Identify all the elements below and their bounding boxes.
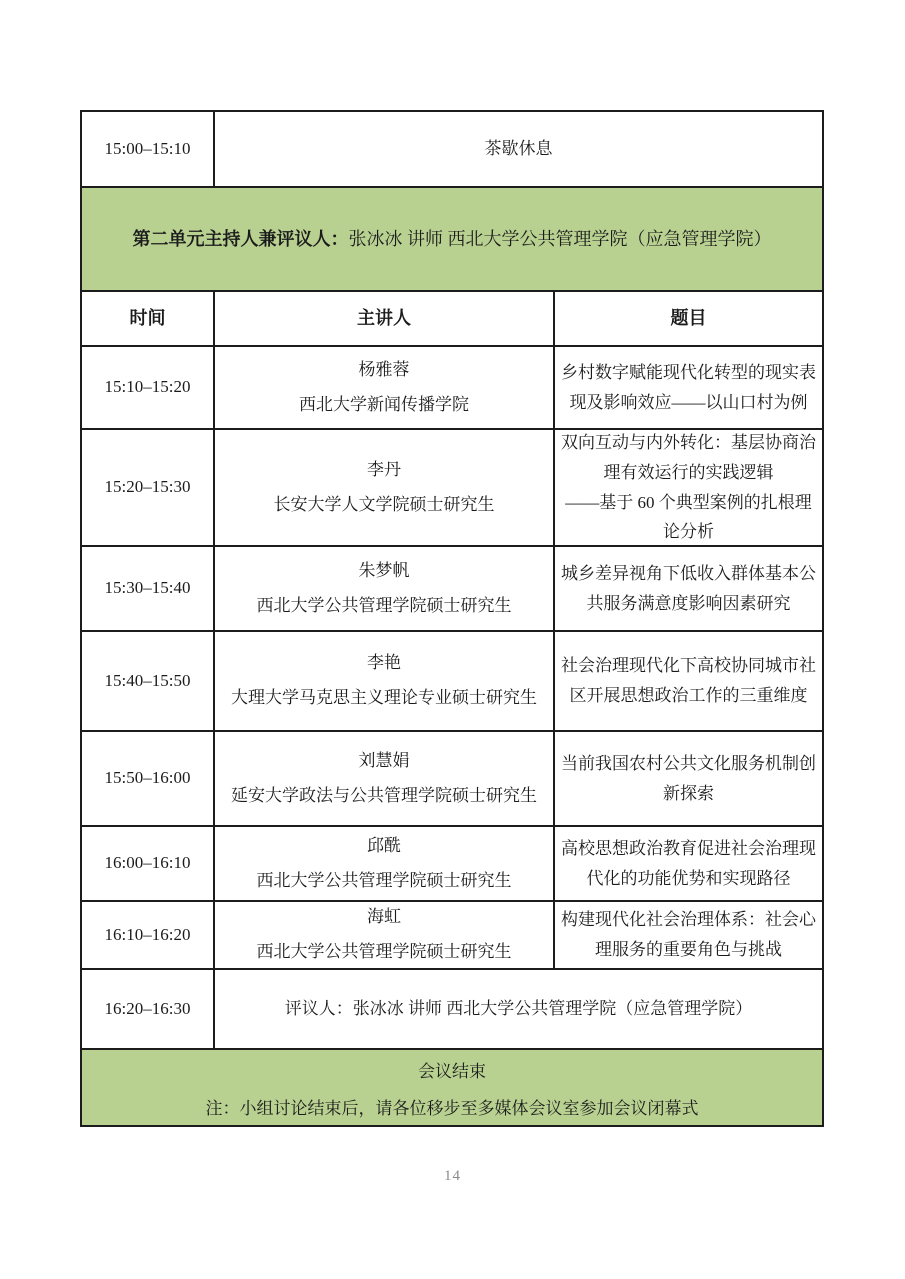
table-row <box>82 428 822 545</box>
unit-banner <box>82 186 822 290</box>
title-cell <box>555 547 822 630</box>
title-cell <box>555 827 822 900</box>
talk-title: 社会治理现代化下高校协同城市社区开展思想政治工作的三重维度 <box>561 656 816 705</box>
talk-subtitle: ——基于 60 个典型案例的扎根理论分析 <box>565 492 812 542</box>
time-cell: 15:00–15:10 <box>82 112 215 186</box>
speaker-affiliation: 西北大学公共管理学院硕士研究生 <box>256 942 512 961</box>
speaker-name: 杨雅蓉 <box>358 359 410 379</box>
speaker-cell <box>215 430 555 545</box>
table-row <box>82 630 822 730</box>
speaker-affiliation: 西北大学公共管理学院硕士研究生 <box>256 870 512 890</box>
reviewer-text: 评议人：张冰冰 讲师 西北大学公共管理学院（应急管理学院） <box>284 998 753 1018</box>
talk-title: 城乡差异视角下低收入群体基本公共服务满意度影响因素研究 <box>561 563 816 613</box>
agenda-table <box>80 110 824 1127</box>
speaker-cell <box>215 547 555 630</box>
unit-banner-lead: 第二单元主持人兼评议人： <box>132 228 349 249</box>
header-row <box>82 290 822 345</box>
speaker-name: 朱梦帆 <box>358 560 410 580</box>
tea-break-row <box>82 112 822 186</box>
title-cell <box>555 347 822 428</box>
speaker-name: 海虹 <box>367 907 401 927</box>
reviewer-row <box>82 968 822 1048</box>
time-cell: 16:00–16:10 <box>82 827 215 900</box>
time-cell: 16:20–16:30 <box>82 970 215 1048</box>
speaker-affiliation: 西北大学新闻传播学院 <box>299 394 469 414</box>
title-cell <box>555 430 822 545</box>
closing-title: 会议结束 <box>418 1061 486 1081</box>
tea-break-label: 茶歇休息 <box>484 138 553 158</box>
speaker-affiliation: 西北大学公共管理学院硕士研究生 <box>256 595 512 615</box>
closing-banner <box>82 1048 822 1125</box>
speaker-affiliation: 长安大学人文学院硕士研究生 <box>273 494 495 514</box>
title-cell <box>555 632 822 730</box>
speaker-affiliation: 大理大学马克思主义理论专业硕士研究生 <box>231 688 537 707</box>
header-title: 题目 <box>670 307 707 328</box>
table-row <box>82 900 822 968</box>
speaker-cell <box>215 732 555 825</box>
time-cell: 15:50–16:00 <box>82 732 215 825</box>
unit-banner-rest: 张冰冰 讲师 西北大学公共管理学院（应急管理学院） <box>348 228 772 249</box>
speaker-cell <box>215 902 555 968</box>
table-row <box>82 345 822 428</box>
speaker-affiliation: 延安大学政法与公共管理学院硕士研究生 <box>231 785 537 805</box>
page-number: 14 <box>444 1168 461 1184</box>
header-time: 时间 <box>82 292 215 345</box>
talk-title: 当前我国农村公共文化服务机制创新探索 <box>561 753 816 803</box>
unit-banner-text <box>133 225 772 254</box>
time-cell: 15:20–15:30 <box>82 430 215 545</box>
talk-title: 双向互动与内外转化：基层协商治理有效运行的实践逻辑 <box>561 433 816 482</box>
speaker-name: 李丹 <box>367 459 401 479</box>
closing-note: 注：小组讨论结束后，请各位移步至多媒体会议室参加会议闭幕式 <box>205 1098 699 1118</box>
table-row <box>82 825 822 900</box>
speaker-cell <box>215 347 555 428</box>
time-cell: 15:40–15:50 <box>82 632 215 730</box>
talk-title: 乡村数字赋能现代化转型的现实表现及影响效应——以山口村为例 <box>561 362 816 412</box>
table-row <box>82 730 822 825</box>
speaker-cell <box>215 632 555 730</box>
time-cell: 16:10–16:20 <box>82 902 215 968</box>
speaker-name: 刘慧娟 <box>358 750 410 770</box>
header-speaker: 主讲人 <box>215 292 555 345</box>
talk-title: 构建现代化社会治理体系：社会心理服务的重要角色与挑战 <box>561 910 816 959</box>
title-cell <box>555 902 822 968</box>
speaker-cell <box>215 827 555 900</box>
table-row <box>82 545 822 630</box>
title-cell <box>555 732 822 825</box>
talk-title: 高校思想政治教育促进社会治理现代化的功能优势和实现路径 <box>561 838 816 888</box>
speaker-name: 邱酰 <box>367 835 401 855</box>
time-cell: 15:10–15:20 <box>82 347 215 428</box>
speaker-name: 李艳 <box>367 653 401 673</box>
time-cell: 15:30–15:40 <box>82 547 215 630</box>
